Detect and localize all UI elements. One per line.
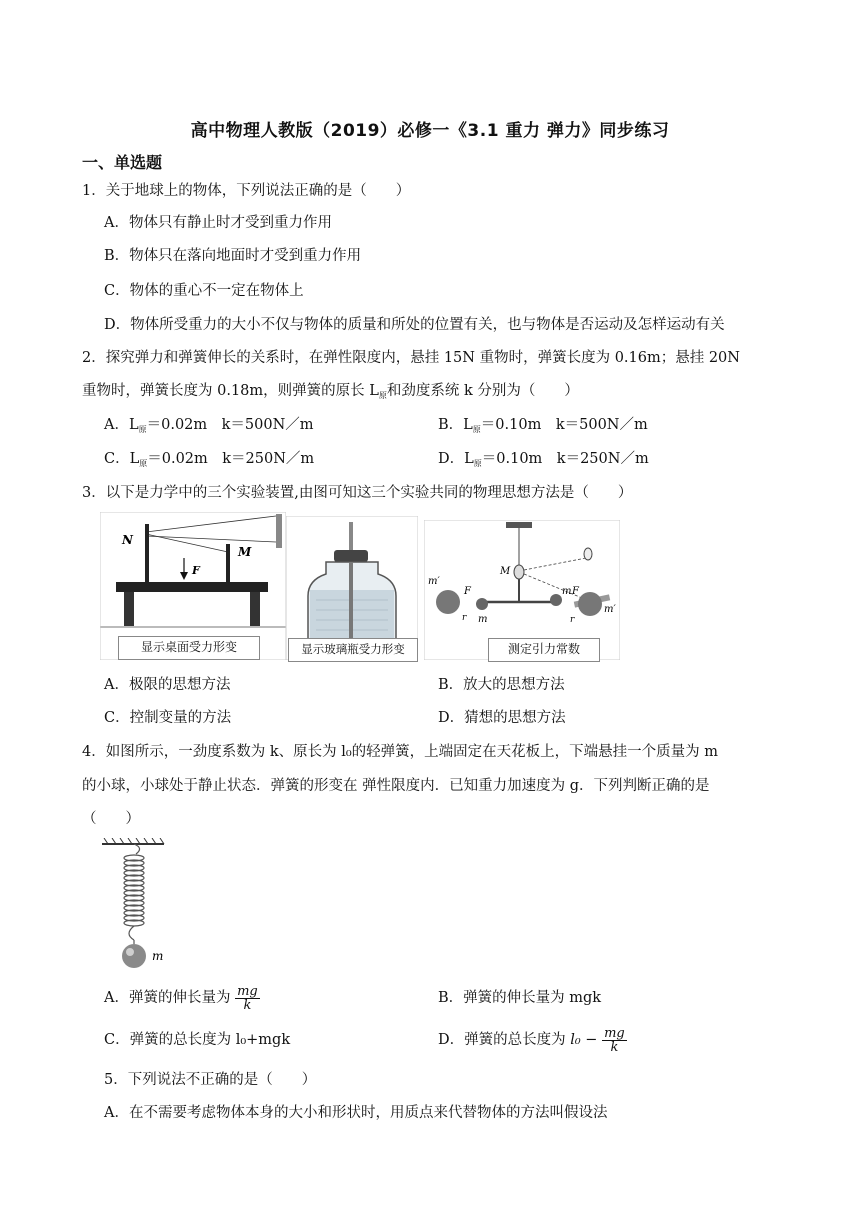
mirror-m xyxy=(226,544,230,582)
ball xyxy=(122,944,146,968)
q2-option-d: D．$L_原=0.10m$ k＝250N／m xyxy=(438,451,649,468)
large-ball-right xyxy=(578,592,602,616)
large-ball-left xyxy=(436,590,460,614)
q3-option-b: B．放大的思想方法 xyxy=(438,677,565,693)
label-m-mirror: M xyxy=(500,566,511,577)
fraction-mg-over-k-d: $\frac{mg}{k}$ xyxy=(604,1025,625,1055)
table-top xyxy=(116,582,268,592)
q1-option-a: A．物体只有静止时才受到重力作用 xyxy=(104,215,332,231)
label-n: N xyxy=(122,533,133,547)
q1-stem: 1．关于地球上的物体，下列说法正确的是（ ） xyxy=(82,183,411,199)
q2-stem-line1: 2．探究弹力和弹簧伸长的关系时，在弹性限度内，悬挂 15N 重物时，弹簧长度为 0.16m；悬挂 20N xyxy=(82,350,740,366)
q2-option-c: C．$L_原=0.02m$ k＝250N／m xyxy=(104,451,315,468)
q4-option-c: C．弹簧的总长度为 l₀+mgk xyxy=(104,1032,291,1048)
q4-option-d: D．弹簧的总长度为 l₀ − $\frac{mg}{k}$ xyxy=(438,1025,625,1055)
label-m-prime-left: m′ xyxy=(428,576,440,587)
q1-option-b: B．物体只在落向地面时才受到重力作用 xyxy=(104,248,362,264)
label-f-left: F xyxy=(464,586,471,597)
spring-coil xyxy=(124,855,144,926)
document-title: 高中物理人教版（2019）必修一《3.1 重力 弹力》同步练习 xyxy=(190,121,670,141)
q3-option-c: C．控制变量的方法 xyxy=(104,710,232,726)
label-r-right: r xyxy=(570,615,575,625)
fig3-caption: 测定引力常数 xyxy=(488,638,600,662)
figure-spring-ball xyxy=(100,838,180,974)
q4-stem-line3: （ ） xyxy=(82,811,140,827)
mirror-m xyxy=(514,565,524,579)
light-source xyxy=(584,548,592,560)
label-f-right: F xyxy=(572,586,579,597)
fig2-caption: 显示玻璃瓶受力形变 xyxy=(288,638,418,662)
small-ball-left xyxy=(476,598,488,610)
q3-option-a: A．极限的思想方法 xyxy=(104,677,231,693)
q5-stem: 5．下列说法不正确的是（ ） xyxy=(104,1072,317,1088)
label-mass: m xyxy=(152,949,164,963)
q1-option-d: D．物体所受重力的大小不仅与物体的质量和所处的位置有关，也与物体是否运动及怎样运动有关 xyxy=(104,317,725,333)
small-ball-right xyxy=(550,594,562,606)
q3-option-d: D．猜想的思想方法 xyxy=(438,710,566,726)
fig1-caption: 显示桌面受力形变 xyxy=(118,636,260,660)
ceiling-mount xyxy=(506,522,532,528)
label-f: F xyxy=(192,564,200,577)
q4-stem-line1: 4．如图所示，一劲度系数为 k、原长为 l₀的轻弹簧，上端固定在天花板上，下端悬挂一个质量为 m xyxy=(82,744,719,760)
label-m-right: m xyxy=(562,586,572,597)
q4-stem-line2: 的小球，小球处于静止状态．弹簧的形变在 弹性限度内．已知重力加速度为 g．下列判断正确的是 xyxy=(82,778,710,794)
q4-option-b: B．弹簧的伸长量为 mgk xyxy=(438,990,602,1006)
fraction-mg-over-k: $\frac{mg}{k}$ xyxy=(237,983,258,1013)
q5-option-a: A．在不需要考虑物体本身的大小和形状时，用质点来代替物体的方法叫假设法 xyxy=(104,1105,608,1121)
label-m-prime-right: m′ xyxy=(604,604,616,615)
q2-option-b: B．$L_原=0.10m$ k＝500N／m xyxy=(438,417,648,434)
q3-stem: 3．以下是力学中的三个实验装置,由图可知这三个实验共同的物理思想方法是（ ） xyxy=(82,485,633,501)
label-m-left: m xyxy=(478,614,488,625)
q2-stem-line2: 重物时，弹簧长度为 0.18m，则弹簧的原长 $L_原$和劲度系统 k 分别为（ ） xyxy=(82,383,579,400)
bottle-stopper xyxy=(334,550,368,562)
q1-option-c: C．物体的重心不一定在物体上 xyxy=(104,283,304,299)
label-m: M xyxy=(238,545,252,559)
q4-option-a: A．弹簧的伸长量为 $\frac{mg}{k}$ xyxy=(104,983,258,1013)
section-heading: 一、单选题 xyxy=(82,153,163,172)
mirror-n xyxy=(145,524,149,582)
q2-option-a: A．$L_原=0.02m$ k＝500N／m xyxy=(104,417,314,434)
label-r-left: r xyxy=(462,613,467,623)
light-screen xyxy=(276,514,282,548)
